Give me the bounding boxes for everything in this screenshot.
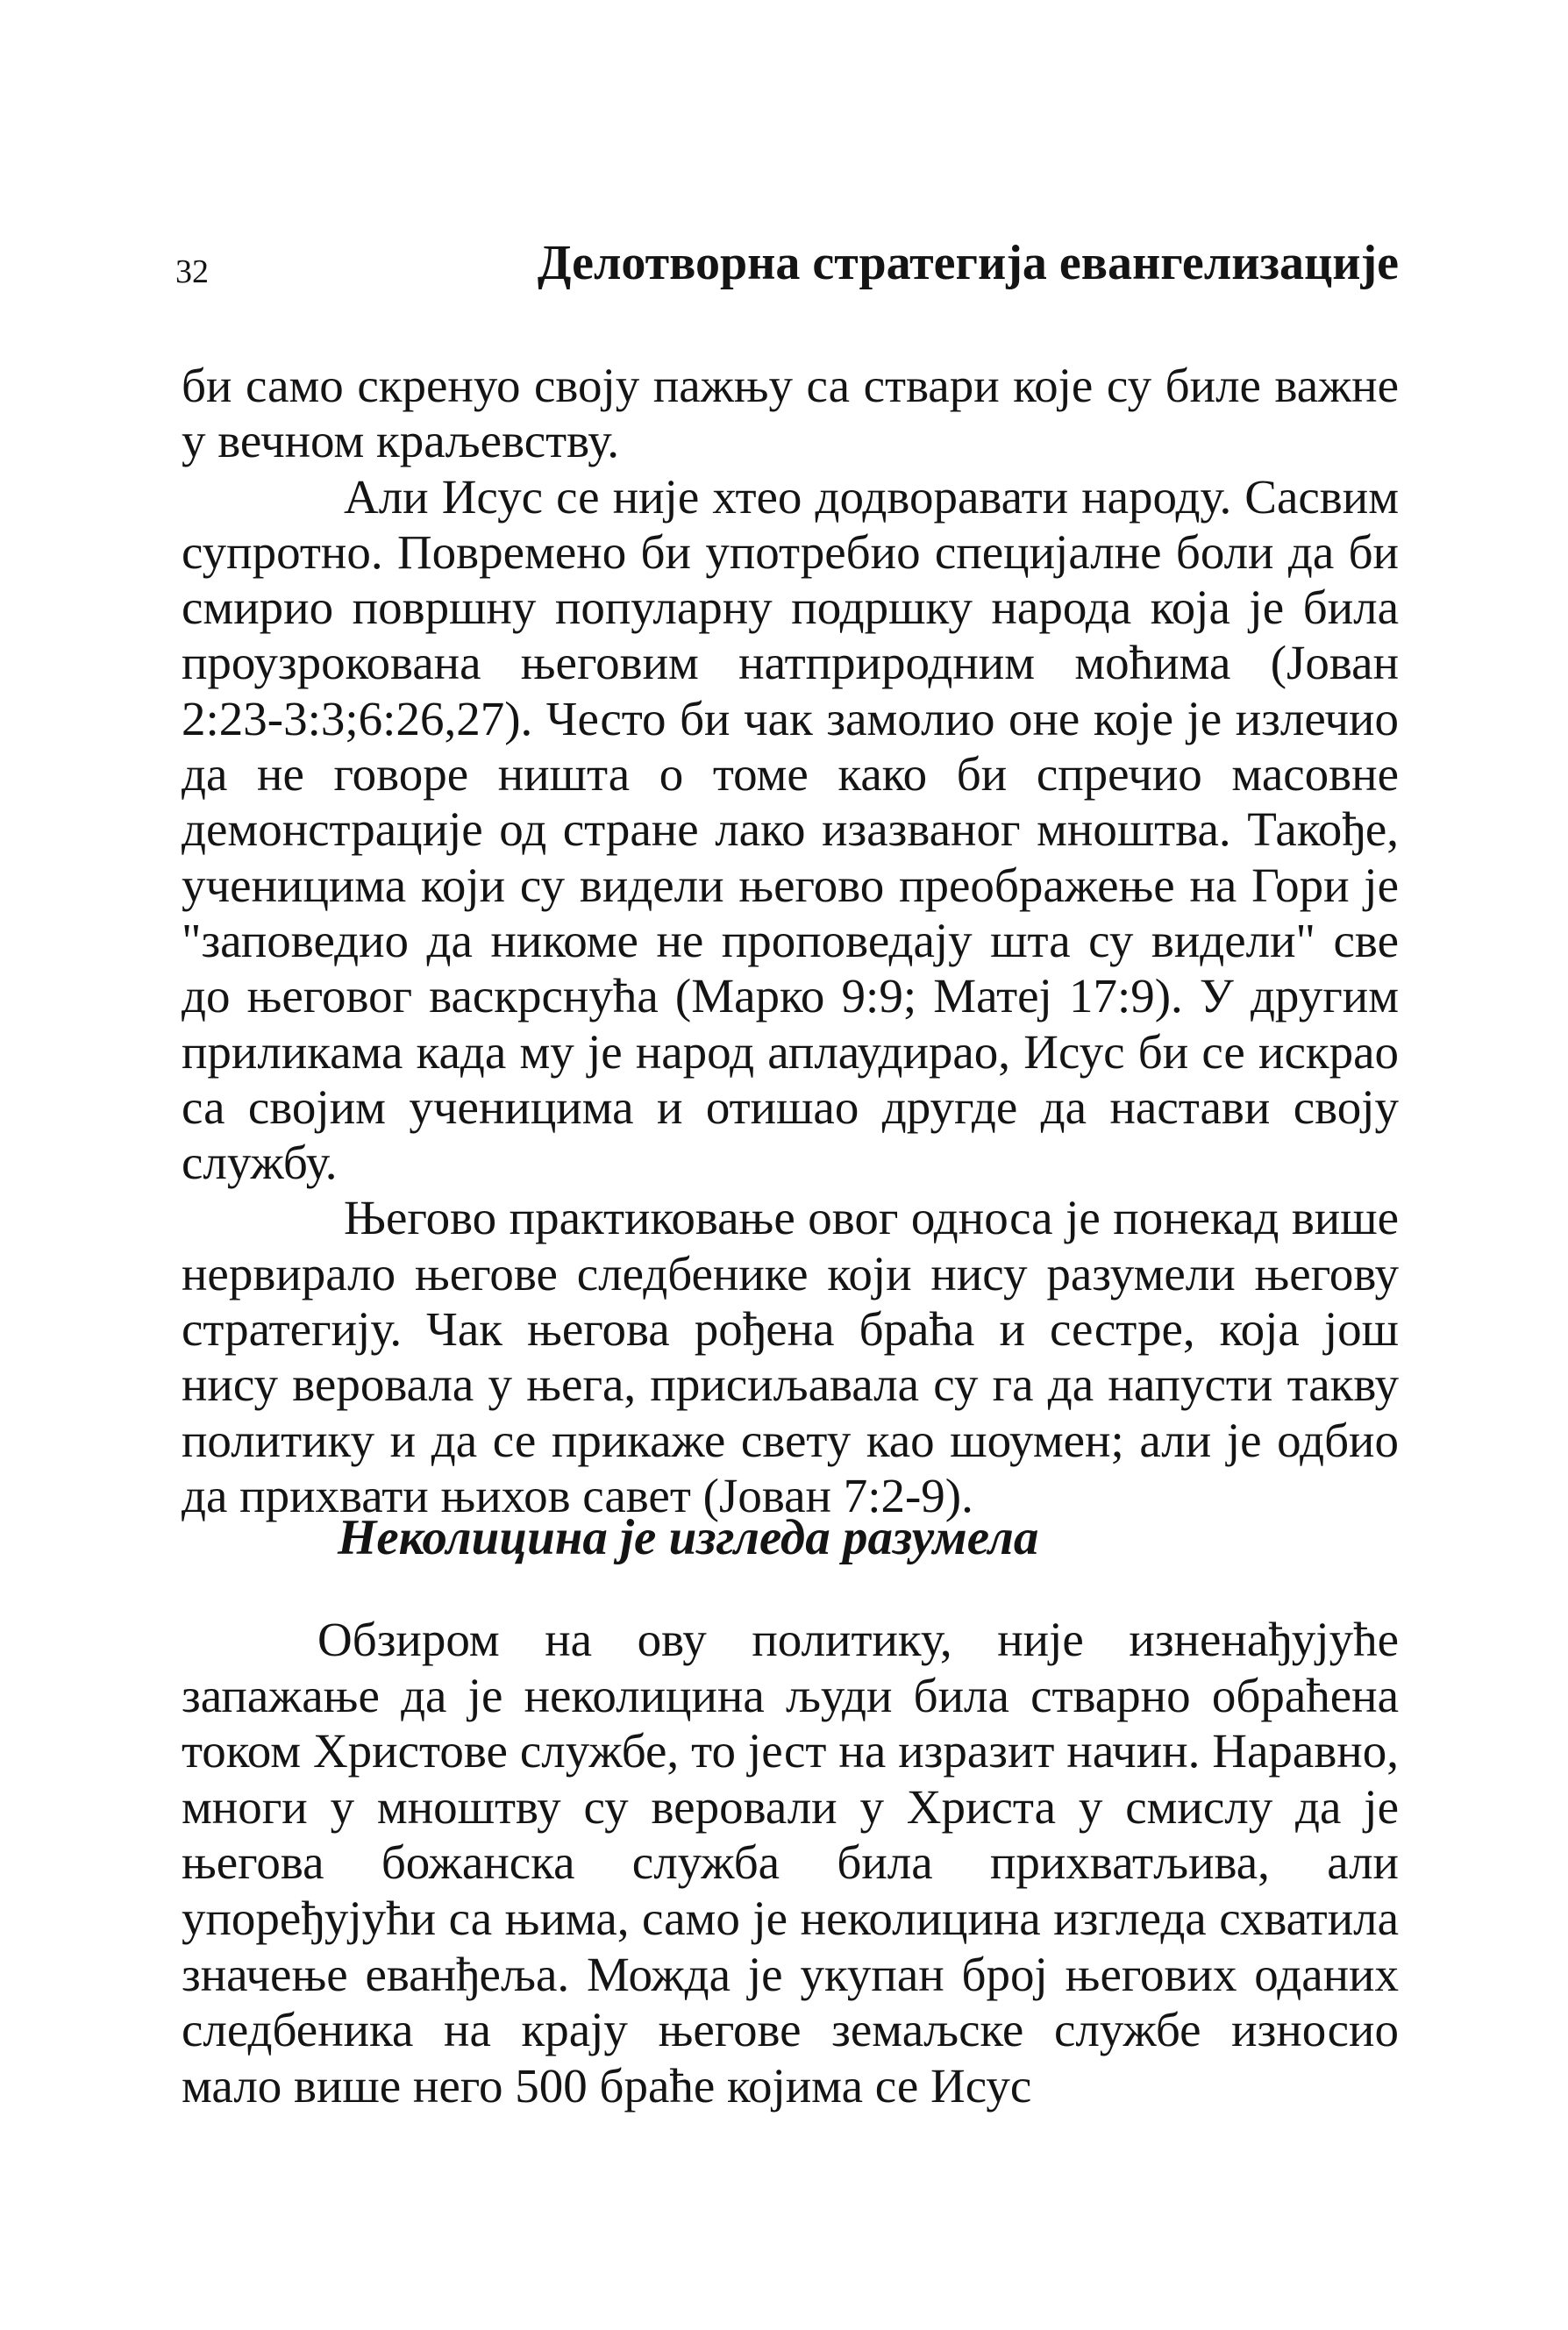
paragraph: Обзиром на ову политику, није изненађујуће запажање да је неколицина људи била стварно обраћена током Христове службе, то јест на изразит начин. Наравно, многи у мноштву су веровали у Христа у смислу да је његова божанска служба била прихватљива, али упоређујући са њима, само је неколицина изгледа схватила значење еванђеља. Можда је укупан број његових оданих следбеника на крају његове земаљске службе износио мало више него 500 браће којима се Исус (182, 1613, 1399, 2113)
page-number: 32 (175, 253, 209, 290)
paragraph-continued: би само скренуо своју пажњу са ствари које су биле важне у вечном краљевству. (182, 359, 1399, 468)
section-body (182, 1612, 1399, 2113)
section-heading: Неколицина је изгледа разумела (338, 1510, 1039, 1565)
running-title: Делотворна стратегија евангелизације (537, 236, 1399, 290)
page-header (175, 235, 1399, 296)
paragraph: Његово практиковање овог односа је понекад више нервирало његове следбенике који нису разумели његову стратегију. Чак његова рођена браћа и сестре, која још нису веровала у њега, присиљавала су га да напусти такву политику и да се прикаже свету као шоумен; али је одбио да прихвати њихов савет (Јован 7:2-9). (182, 1191, 1399, 1522)
paragraph: Али Исус се није хтео додворавати народу. Сасвим супротно. Повремено би употребио специјалне боли да би смирио површну популарну подршку народа која је била проузрокована његовим натприродним моћима (Јован 2:23-3:3;6:26,27). Често би чак замолио оне које је излечио да не говоре ништа о томе како би спречио масовне демонстрације од стране лако изазваног мноштва. Такође, ученицима који су видели његово преображење на Гори је "заповедио да никоме не проповедају шта су видели" све до његовог васкрснућа (Марко 9:9; Матеј 17:9). У другим приликама када му је народ аплаудирао, Исус би се искрао са својим ученицима и отишао другде да настави своју службу. (182, 469, 1399, 1190)
body-text (182, 358, 1399, 1523)
